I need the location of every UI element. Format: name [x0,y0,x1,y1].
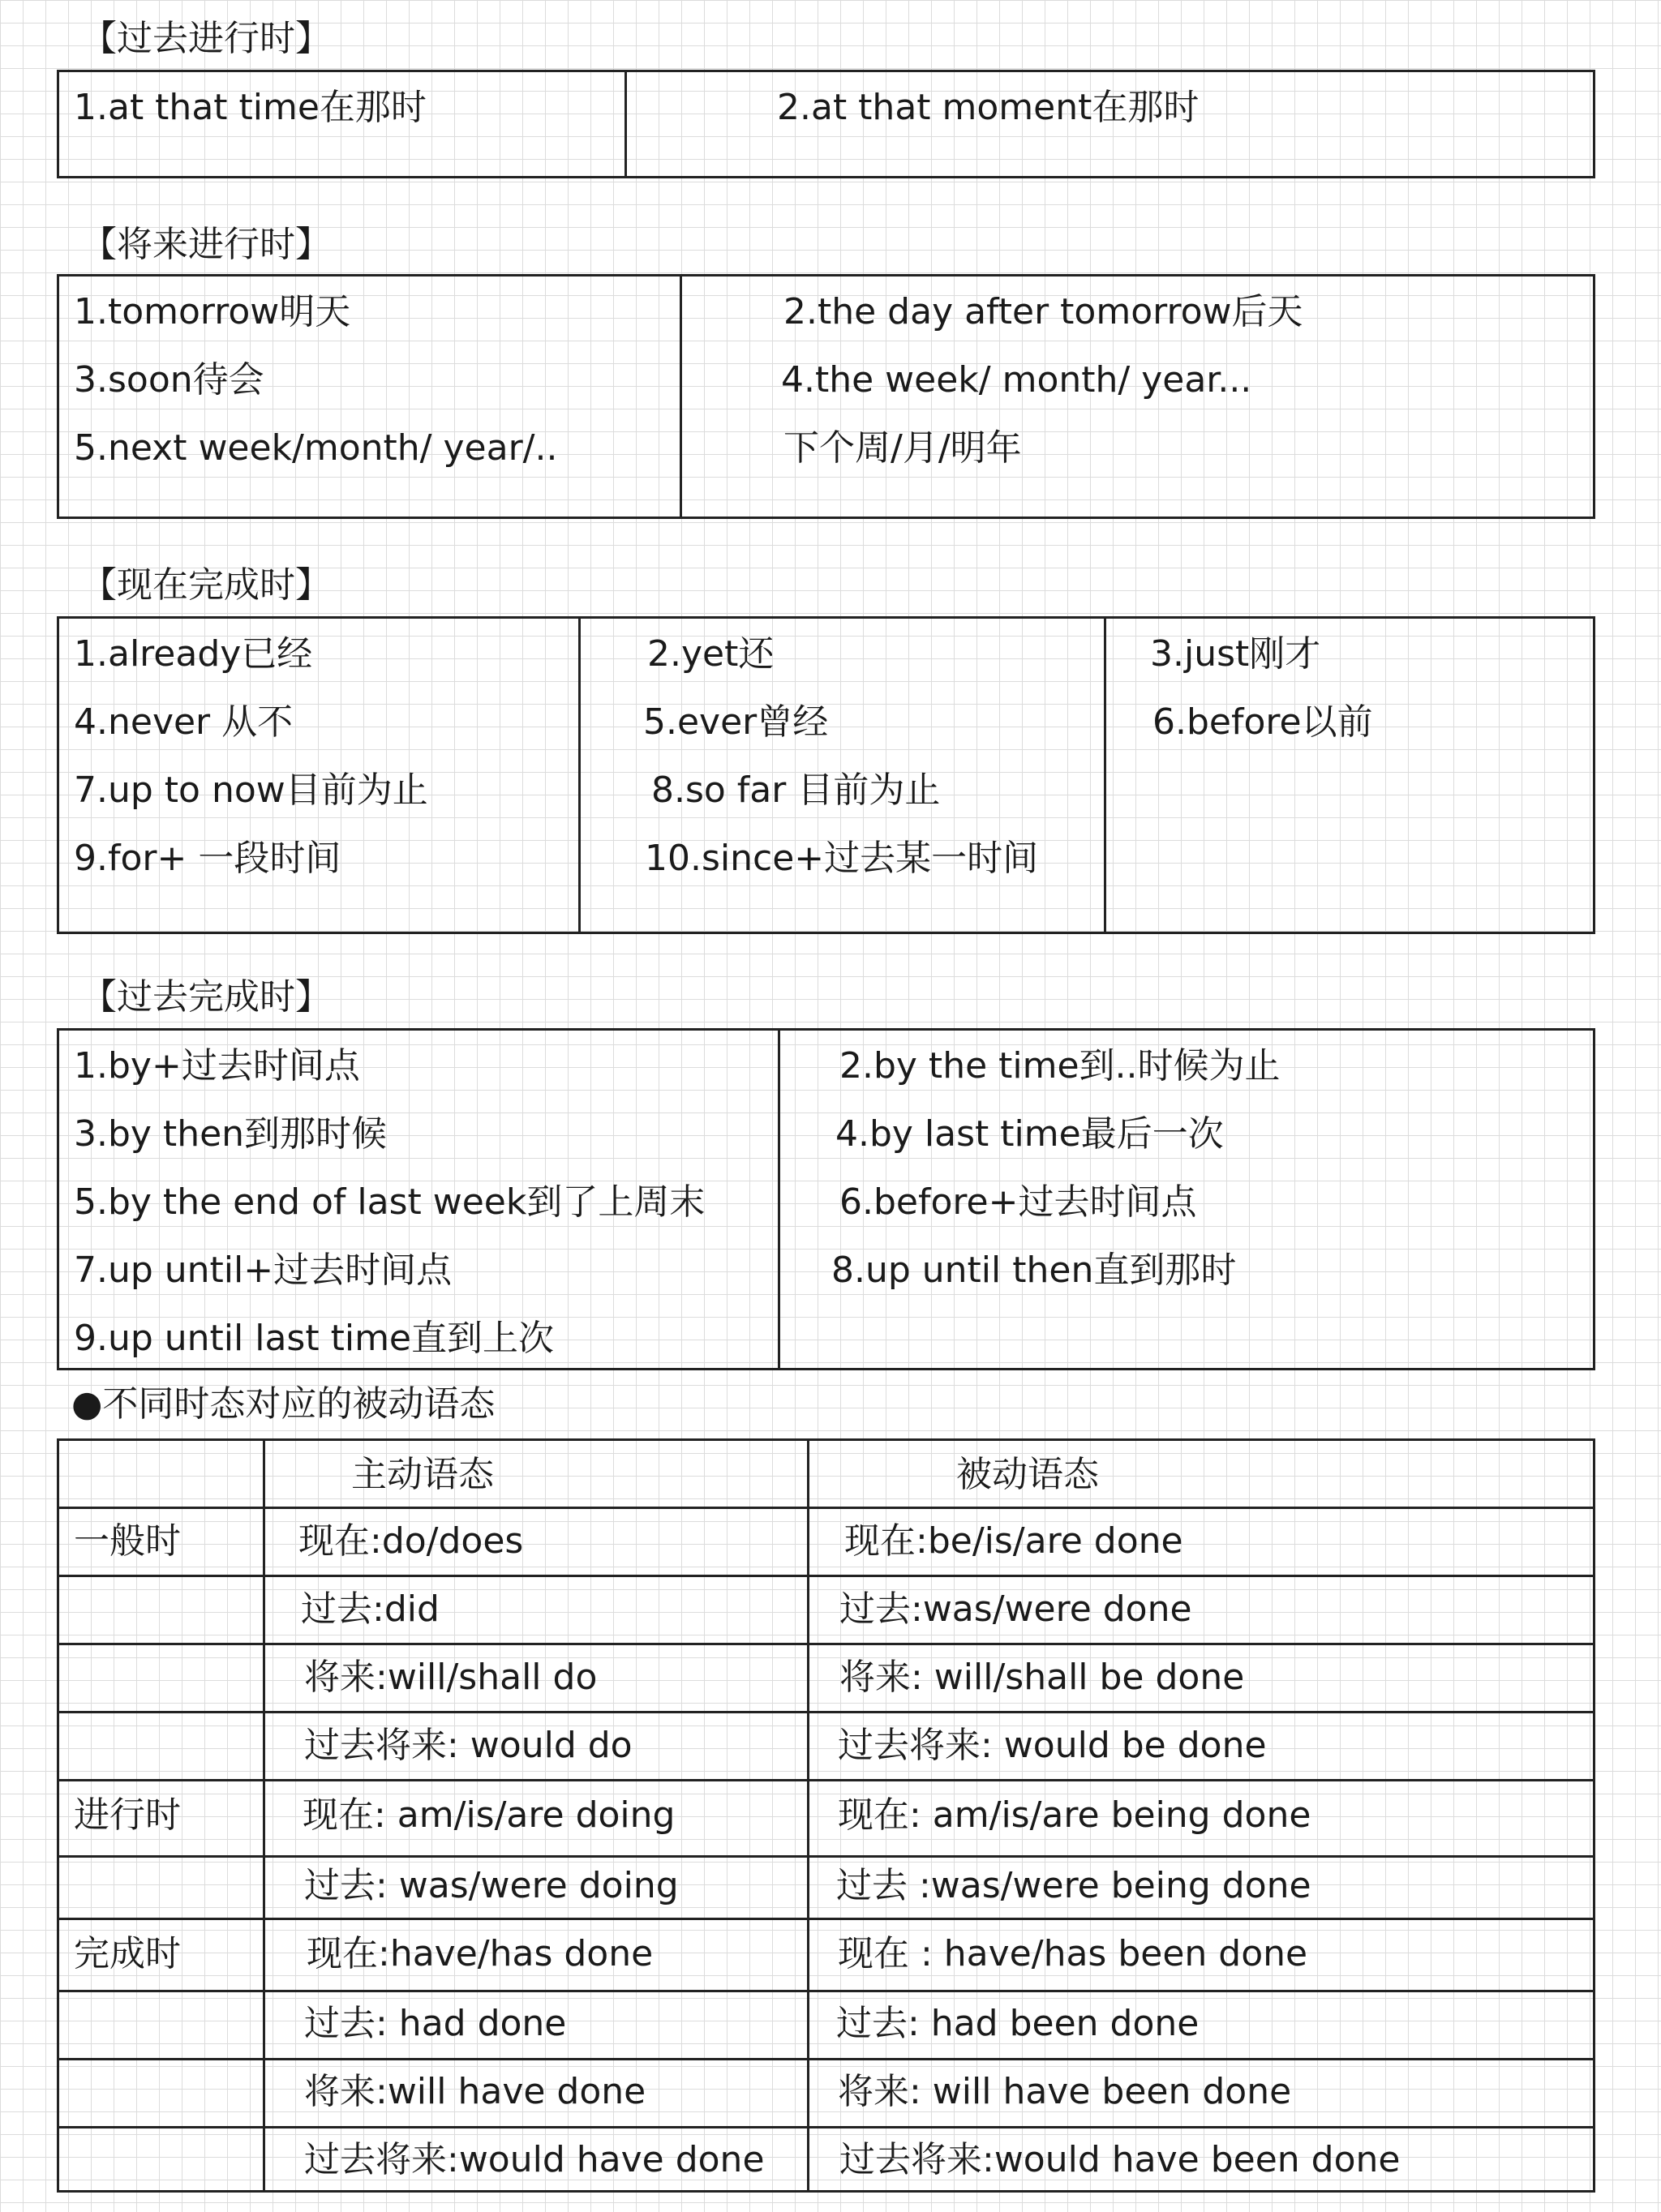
table-cell-active: 过去:did [301,1588,440,1630]
list-item: 下个周/月/明年 [783,427,1022,469]
table-cell-passive: 现在 : have/has been done [838,1933,1308,1974]
past-perfect-box [57,1028,1595,1370]
table-cell-passive: 过去将来:would have been done [839,2139,1401,2180]
list-item: 8.so far 目前为止 [651,769,941,811]
past-continuous-box [57,70,1595,178]
list-item: 2.by the time到..时候为止 [839,1045,1281,1087]
table-cell-passive: 过去 :was/were being done [836,1865,1311,1906]
column-divider [578,619,581,932]
list-item: 5.next week/month/ year/.. [74,427,558,469]
table-cell-passive: 过去: had been done [836,2003,1200,2044]
column-divider [778,1031,780,1368]
list-item: 4.the week/ month/ year... [781,359,1252,401]
table-cell-passive: 将来: will/shall be done [839,1657,1245,1698]
table-cell-passive: 过去:was/were done [839,1588,1192,1630]
list-item: 2.the day after tomorrow后天 [783,291,1303,332]
list-item: 9.for+ 一段时间 [74,838,341,879]
table-row [59,2058,1593,2060]
section-heading-future-continuous: 【将来进行时】 [81,224,331,265]
list-item: 3.soon待会 [74,359,264,401]
table-cell-passive: 将来: will have been done [838,2071,1292,2112]
column-divider [263,1441,265,2190]
table-cell-category: 进行时 [74,1794,181,1836]
passive-voice-table [57,1438,1595,2193]
table-row [59,1643,1593,1645]
list-item: 1.at that time在那时 [74,87,427,128]
list-item: 3.just刚才 [1150,633,1321,675]
list-item: 2.yet还 [647,633,775,675]
table-cell-passive: 现在: am/is/are being done [838,1794,1311,1836]
column-divider [624,72,627,176]
section-heading-present-perfect: 【现在完成时】 [81,564,331,606]
table-cell-passive: 过去将来: would be done [838,1725,1267,1766]
column-divider [1104,619,1106,932]
table-header-cell: 被动语态 [956,1454,1099,1495]
list-item: 10.since+过去某一时间 [645,838,1039,879]
list-item: 7.up to now目前为止 [74,769,428,811]
future-continuous-box [57,274,1595,519]
table-cell-active: 过去将来: would do [304,1725,633,1766]
table-cell-active: 过去将来:would have done [304,2139,765,2180]
passive-voice-heading: ●不同时态对应的被动语态 [71,1383,496,1425]
table-cell-category: 完成时 [74,1933,181,1974]
list-item: 9.up until last time直到上次 [74,1318,555,1359]
table-row [59,1855,1593,1858]
list-item: 2.at that moment在那时 [777,87,1200,128]
table-cell-active: 现在:do/does [298,1520,524,1562]
list-item: 6.before+过去时间点 [839,1181,1197,1223]
column-divider [807,1441,809,2190]
list-item: 4.by last time最后一次 [835,1113,1224,1155]
table-row [59,1711,1593,1713]
list-item: 8.up until then直到那时 [831,1250,1237,1291]
column-divider [680,276,682,517]
table-cell-active: 现在: am/is/are doing [303,1794,676,1836]
list-item: 1.by+过去时间点 [74,1045,360,1087]
table-cell-active: 过去: was/were doing [304,1865,679,1906]
table-row [59,2126,1593,2128]
table-header-cell: 主动语态 [351,1454,494,1495]
table-row [59,1990,1593,1992]
table-row [59,1779,1593,1781]
list-item: 1.already已经 [74,633,313,675]
list-item: 7.up until+过去时间点 [74,1250,453,1291]
list-item: 4.never 从不 [74,701,294,743]
table-cell-category: 一般时 [74,1520,181,1562]
table-cell-active: 现在:have/has done [307,1933,654,1974]
list-item: 1.tomorrow明天 [74,291,351,332]
list-item: 5.by the end of last week到了上周末 [74,1181,706,1223]
table-cell-passive: 现在:be/is/are done [844,1520,1183,1562]
table-row [59,1507,1593,1509]
table-cell-active: 将来:will have done [304,2071,646,2112]
table-cell-active: 将来:will/shall do [304,1657,598,1698]
present-perfect-box [57,616,1595,934]
table-cell-active: 过去: had done [304,2003,567,2044]
list-item: 5.ever曾经 [643,701,829,743]
list-item: 6.before以前 [1152,701,1373,743]
list-item: 3.by then到那时候 [74,1113,388,1155]
table-row [59,1918,1593,1920]
section-heading-past-perfect: 【过去完成时】 [81,976,331,1018]
table-row [59,1575,1593,1577]
section-heading-past-continuous: 【过去进行时】 [81,18,331,59]
